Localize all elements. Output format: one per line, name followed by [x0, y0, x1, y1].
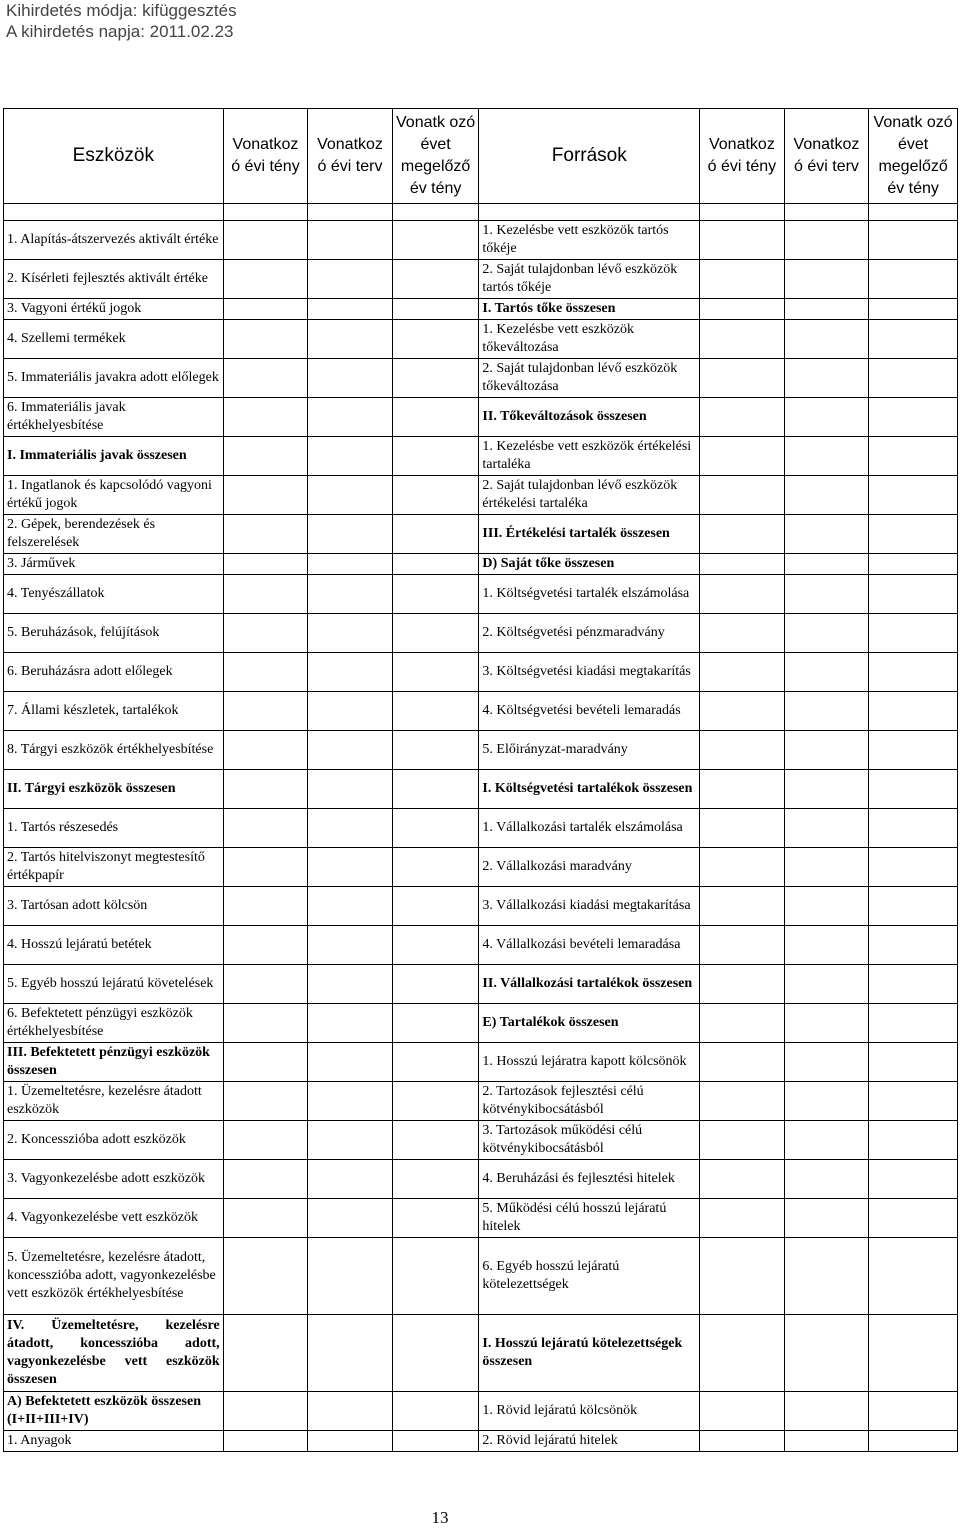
value-cell — [700, 848, 785, 887]
source-label: 2. Saját tulajdonban lévő eszközök értékelési tartaléka — [479, 476, 700, 515]
value-cell — [308, 1392, 393, 1431]
asset-label: 5. Immateriális javakra adott előlegek — [4, 359, 224, 398]
source-label: 4. Költségvetési bevételi lemaradás — [479, 692, 700, 731]
table-row — [4, 770, 958, 809]
asset-label: 2. Gépek, berendezések és felszerelések — [4, 515, 224, 554]
table-row — [4, 260, 958, 299]
value-cell — [223, 359, 308, 398]
source-label: 4. Beruházási és fejlesztési hitelek — [479, 1160, 700, 1199]
source-label: 1. Költségvetési tartalék elszámolása — [479, 575, 700, 614]
value-cell — [392, 1392, 479, 1431]
value-cell — [869, 398, 958, 437]
asset-label: A) Befektetett eszközök összesen (I+II+III+IV) — [4, 1392, 224, 1431]
source-label: I. Költségvetési tartalékok összesen — [479, 770, 700, 809]
value-cell — [223, 1431, 308, 1452]
value-cell — [869, 848, 958, 887]
source-label: 3. Tartozások működési célú kötvénykibocsátásból — [479, 1121, 700, 1160]
table-row — [4, 809, 958, 848]
value-cell — [392, 299, 479, 320]
table-row — [4, 731, 958, 770]
value-cell — [392, 554, 479, 575]
table-row — [4, 848, 958, 887]
value-cell — [869, 1043, 958, 1082]
table-row — [4, 554, 958, 575]
asset-label: 1. Ingatlanok és kapcsolódó vagyoni értékű jogok — [4, 476, 224, 515]
value-cell — [392, 476, 479, 515]
value-cell — [700, 260, 785, 299]
value-cell — [223, 1392, 308, 1431]
asset-label: 5. Beruházások, felújítások — [4, 614, 224, 653]
value-cell — [223, 965, 308, 1004]
table-header-row — [4, 109, 958, 204]
source-label: 1. Kezelésbe vett eszközök tartós tőkéje — [479, 221, 700, 260]
value-cell — [308, 1238, 393, 1315]
value-cell — [223, 1160, 308, 1199]
value-cell — [392, 221, 479, 260]
source-label: 1. Kezelésbe vett eszközök értékelési tartaléka — [479, 437, 700, 476]
header-current-year-plan: Vonatkoz ó évi terv — [308, 109, 393, 204]
value-cell — [700, 1043, 785, 1082]
value-cell — [308, 692, 393, 731]
table-row — [4, 692, 958, 731]
header-sources: Források — [479, 109, 700, 204]
value-cell — [700, 1315, 785, 1392]
asset-label: 1. Tartós részesedés — [4, 809, 224, 848]
value-cell — [223, 1199, 308, 1238]
header-current-year-fact: Vonatkoz ó évi tény — [223, 109, 308, 204]
value-cell — [223, 770, 308, 809]
value-cell — [869, 554, 958, 575]
table-row — [4, 1392, 958, 1431]
value-cell — [869, 1082, 958, 1121]
value-cell — [700, 575, 785, 614]
asset-label: I. Immateriális javak összesen — [4, 437, 224, 476]
source-label: 1. Vállalkozási tartalék elszámolása — [479, 809, 700, 848]
source-label: 5. Előirányzat-maradvány — [479, 731, 700, 770]
value-cell — [392, 437, 479, 476]
value-cell — [784, 1238, 869, 1315]
table-row — [4, 575, 958, 614]
value-cell — [784, 1431, 869, 1452]
value-cell — [784, 398, 869, 437]
table-row — [4, 1121, 958, 1160]
value-cell — [869, 809, 958, 848]
value-cell — [223, 653, 308, 692]
asset-label: 3. Járművek — [4, 554, 224, 575]
table-row — [4, 320, 958, 359]
source-label: I. Hosszú lejáratú kötelezettségek összesen — [479, 1315, 700, 1392]
asset-label: 4. Szellemi termékek — [4, 320, 224, 359]
value-cell — [869, 260, 958, 299]
value-cell — [784, 260, 869, 299]
asset-label: 4. Hosszú lejáratú betétek — [4, 926, 224, 965]
value-cell — [784, 1121, 869, 1160]
value-cell — [308, 359, 393, 398]
value-cell — [700, 1121, 785, 1160]
value-cell — [392, 731, 479, 770]
asset-label: 5. Egyéb hosszú lejáratú követelések — [4, 965, 224, 1004]
value-cell — [784, 437, 869, 476]
value-cell — [869, 770, 958, 809]
header-current-year-fact-2: Vonatkoz ó évi tény — [700, 109, 785, 204]
value-cell — [784, 476, 869, 515]
value-cell — [700, 614, 785, 653]
asset-label: 3. Tartósan adott kölcsön — [4, 887, 224, 926]
value-cell — [392, 1121, 479, 1160]
value-cell — [308, 809, 393, 848]
value-cell — [308, 437, 393, 476]
asset-label: 6. Immateriális javak értékhelyesbítése — [4, 398, 224, 437]
value-cell — [784, 692, 869, 731]
asset-label: IV. Üzemeltetésre, kezelésre átadott, koncesszióba adott, vagyonkezelésbe vett eszközök összesen — [4, 1315, 224, 1392]
value-cell — [869, 692, 958, 731]
value-cell — [869, 653, 958, 692]
value-cell — [308, 554, 393, 575]
value-cell — [223, 1315, 308, 1392]
value-cell — [223, 1082, 308, 1121]
table-row — [4, 1315, 958, 1392]
value-cell — [700, 1392, 785, 1431]
source-label: 2. Saját tulajdonban lévő eszközök tartós tőkéje — [479, 260, 700, 299]
source-label: 3. Költségvetési kiadási megtakarítás — [479, 653, 700, 692]
asset-label: 6. Beruházásra adott előlegek — [4, 653, 224, 692]
value-cell — [869, 1315, 958, 1392]
source-label: 2. Vállalkozási maradvány — [479, 848, 700, 887]
asset-label: II. Tárgyi eszközök összesen — [4, 770, 224, 809]
value-cell — [223, 848, 308, 887]
source-label: I. Tartós tőke összesen — [479, 299, 700, 320]
value-cell — [308, 1121, 393, 1160]
value-cell — [700, 515, 785, 554]
table-row — [4, 1082, 958, 1121]
value-cell — [784, 965, 869, 1004]
separator-row — [4, 204, 958, 221]
value-cell — [392, 1160, 479, 1199]
source-label: 2. Költségvetési pénzmaradvány — [479, 614, 700, 653]
value-cell — [392, 1082, 479, 1121]
value-cell — [869, 299, 958, 320]
value-cell — [869, 320, 958, 359]
table-row — [4, 1043, 958, 1082]
value-cell — [308, 476, 393, 515]
source-label: 5. Működési célú hosszú lejáratú hitelek — [479, 1199, 700, 1238]
table-row — [4, 1199, 958, 1238]
value-cell — [700, 653, 785, 692]
source-label: 3. Vállalkozási kiadási megtakarítása — [479, 887, 700, 926]
table-row — [4, 887, 958, 926]
value-cell — [784, 653, 869, 692]
value-cell — [869, 731, 958, 770]
asset-label: 8. Tárgyi eszközök értékhelyesbítése — [4, 731, 224, 770]
value-cell — [784, 554, 869, 575]
value-cell — [392, 965, 479, 1004]
value-cell — [308, 398, 393, 437]
value-cell — [700, 1238, 785, 1315]
value-cell — [308, 515, 393, 554]
value-cell — [700, 809, 785, 848]
value-cell — [869, 887, 958, 926]
value-cell — [784, 359, 869, 398]
source-label: II. Vállalkozási tartalékok összesen — [479, 965, 700, 1004]
value-cell — [392, 1315, 479, 1392]
value-cell — [223, 554, 308, 575]
asset-label: 1. Alapítás-átszervezés aktivált értéke — [4, 221, 224, 260]
asset-label: 4. Tenyészállatok — [4, 575, 224, 614]
value-cell — [308, 575, 393, 614]
value-cell — [223, 692, 308, 731]
value-cell — [869, 1199, 958, 1238]
value-cell — [784, 731, 869, 770]
value-cell — [308, 1199, 393, 1238]
table-row — [4, 1431, 958, 1452]
value-cell — [784, 299, 869, 320]
value-cell — [869, 221, 958, 260]
source-label: 2. Saját tulajdonban lévő eszközök tőkeváltozása — [479, 359, 700, 398]
value-cell — [392, 1199, 479, 1238]
table-row — [4, 1004, 958, 1043]
value-cell — [308, 1315, 393, 1392]
value-cell — [223, 614, 308, 653]
value-cell — [784, 1043, 869, 1082]
value-cell — [869, 1121, 958, 1160]
value-cell — [223, 575, 308, 614]
value-cell — [392, 848, 479, 887]
value-cell — [784, 848, 869, 887]
table-row — [4, 299, 958, 320]
value-cell — [784, 1199, 869, 1238]
value-cell — [223, 809, 308, 848]
value-cell — [869, 1238, 958, 1315]
value-cell — [392, 575, 479, 614]
page-number: 13 — [431, 1508, 449, 1527]
value-cell — [308, 221, 393, 260]
asset-label: 6. Befektetett pénzügyi eszközök értékhelyesbítése — [4, 1004, 224, 1043]
asset-label: III. Befektetett pénzügyi eszközök összesen — [4, 1043, 224, 1082]
value-cell — [784, 887, 869, 926]
value-cell — [869, 515, 958, 554]
value-cell — [308, 770, 393, 809]
value-cell — [223, 476, 308, 515]
value-cell — [308, 299, 393, 320]
value-cell — [223, 1004, 308, 1043]
asset-label: 1. Üzemeltetésre, kezelésre átadott eszközök — [4, 1082, 224, 1121]
table-row — [4, 359, 958, 398]
value-cell — [308, 731, 393, 770]
header-current-year-plan-2: Vonatkoz ó évi terv — [784, 109, 869, 204]
source-label: 6. Egyéb hosszú lejáratú kötelezettségek — [479, 1238, 700, 1315]
value-cell — [308, 1160, 393, 1199]
value-cell — [392, 359, 479, 398]
value-cell — [700, 359, 785, 398]
value-cell — [700, 1160, 785, 1199]
value-cell — [700, 770, 785, 809]
publication-method: Kihirdetés módja: kifüggesztés — [6, 1, 237, 20]
value-cell — [869, 1004, 958, 1043]
value-cell — [784, 515, 869, 554]
value-cell — [308, 260, 393, 299]
value-cell — [308, 848, 393, 887]
value-cell — [223, 926, 308, 965]
source-label: 1. Hosszú lejáratra kapott kölcsönök — [479, 1043, 700, 1082]
value-cell — [784, 809, 869, 848]
value-cell — [784, 770, 869, 809]
value-cell — [700, 1199, 785, 1238]
asset-label: 7. Állami készletek, tartalékok — [4, 692, 224, 731]
table-row — [4, 1160, 958, 1199]
value-cell — [308, 653, 393, 692]
value-cell — [700, 1431, 785, 1452]
asset-label: 2. Koncesszióba adott eszközök — [4, 1121, 224, 1160]
value-cell — [223, 887, 308, 926]
value-cell — [223, 515, 308, 554]
header-previous-year-fact: Vonatk ozó évet megelőző év tény — [392, 109, 479, 204]
value-cell — [392, 614, 479, 653]
value-cell — [308, 1043, 393, 1082]
value-cell — [700, 1082, 785, 1121]
asset-label: 2. Tartós hitelviszonyt megtestesítő értékpapír — [4, 848, 224, 887]
document-header-info — [6, 0, 237, 42]
value-cell — [700, 731, 785, 770]
value-cell — [700, 476, 785, 515]
value-cell — [392, 260, 479, 299]
value-cell — [869, 1431, 958, 1452]
value-cell — [392, 809, 479, 848]
asset-label: 1. Anyagok — [4, 1431, 224, 1452]
value-cell — [308, 614, 393, 653]
value-cell — [700, 887, 785, 926]
table-row — [4, 398, 958, 437]
table-row — [4, 515, 958, 554]
value-cell — [784, 221, 869, 260]
value-cell — [392, 1238, 479, 1315]
balance-sheet-table — [3, 108, 958, 1452]
value-cell — [869, 614, 958, 653]
source-label: III. Értékelési tartalék összesen — [479, 515, 700, 554]
table-row — [4, 965, 958, 1004]
value-cell — [700, 554, 785, 575]
value-cell — [392, 770, 479, 809]
source-label: D) Saját tőke összesen — [479, 554, 700, 575]
value-cell — [392, 515, 479, 554]
value-cell — [392, 692, 479, 731]
value-cell — [869, 1160, 958, 1199]
value-cell — [308, 965, 393, 1004]
asset-label: 3. Vagyoni értékű jogok — [4, 299, 224, 320]
table-row — [4, 614, 958, 653]
source-label: II. Tőkeváltozások összesen — [479, 398, 700, 437]
source-label: E) Tartalékok összesen — [479, 1004, 700, 1043]
source-label: 2. Rövid lejáratú hitelek — [479, 1431, 700, 1452]
header-assets: Eszközök — [4, 109, 224, 204]
value-cell — [223, 320, 308, 359]
value-cell — [784, 1160, 869, 1199]
value-cell — [700, 926, 785, 965]
value-cell — [223, 221, 308, 260]
value-cell — [223, 299, 308, 320]
value-cell — [223, 1121, 308, 1160]
source-label: 4. Vállalkozási bevételi lemaradása — [479, 926, 700, 965]
value-cell — [784, 1082, 869, 1121]
value-cell — [700, 437, 785, 476]
value-cell — [700, 320, 785, 359]
table-row — [4, 653, 958, 692]
table-row — [4, 476, 958, 515]
asset-label: 2. Kísérleti fejlesztés aktivált értéke — [4, 260, 224, 299]
value-cell — [392, 1004, 479, 1043]
table-row — [4, 1238, 958, 1315]
value-cell — [223, 260, 308, 299]
value-cell — [784, 1392, 869, 1431]
value-cell — [869, 359, 958, 398]
value-cell — [784, 926, 869, 965]
value-cell — [308, 1431, 393, 1452]
table-row — [4, 221, 958, 260]
asset-label: 5. Üzemeltetésre, kezelésre átadott, koncesszióba adott, vagyonkezelésbe vett eszközök értékhelyesbítése — [4, 1238, 224, 1315]
source-label: 1. Rövid lejáratú kölcsönök — [479, 1392, 700, 1431]
asset-label: 4. Vagyonkezelésbe vett eszközök — [4, 1199, 224, 1238]
value-cell — [308, 1082, 393, 1121]
value-cell — [700, 692, 785, 731]
value-cell — [869, 575, 958, 614]
value-cell — [392, 398, 479, 437]
table-row — [4, 926, 958, 965]
value-cell — [869, 1392, 958, 1431]
value-cell — [700, 1004, 785, 1043]
value-cell — [784, 320, 869, 359]
value-cell — [308, 1004, 393, 1043]
value-cell — [392, 653, 479, 692]
value-cell — [869, 476, 958, 515]
value-cell — [392, 926, 479, 965]
value-cell — [392, 1043, 479, 1082]
value-cell — [869, 965, 958, 1004]
value-cell — [700, 299, 785, 320]
value-cell — [784, 1004, 869, 1043]
header-previous-year-fact-2: Vonatk ozó évet megelőző év tény — [869, 109, 958, 204]
source-label: 1. Kezelésbe vett eszközök tőkeváltozása — [479, 320, 700, 359]
value-cell — [308, 887, 393, 926]
value-cell — [308, 926, 393, 965]
value-cell — [308, 320, 393, 359]
value-cell — [223, 398, 308, 437]
value-cell — [784, 614, 869, 653]
source-label: 2. Tartozások fejlesztési célú kötvénykibocsátásból — [479, 1082, 700, 1121]
value-cell — [784, 575, 869, 614]
value-cell — [392, 1431, 479, 1452]
value-cell — [869, 437, 958, 476]
value-cell — [700, 221, 785, 260]
value-cell — [223, 1238, 308, 1315]
value-cell — [700, 398, 785, 437]
value-cell — [869, 926, 958, 965]
value-cell — [784, 1315, 869, 1392]
publication-date: A kihirdetés napja: 2011.02.23 — [6, 22, 234, 41]
table-row — [4, 437, 958, 476]
value-cell — [700, 965, 785, 1004]
value-cell — [223, 437, 308, 476]
table-body — [4, 221, 958, 1452]
value-cell — [392, 320, 479, 359]
value-cell — [223, 1043, 308, 1082]
value-cell — [392, 887, 479, 926]
asset-label: 3. Vagyonkezelésbe adott eszközök — [4, 1160, 224, 1199]
value-cell — [223, 731, 308, 770]
